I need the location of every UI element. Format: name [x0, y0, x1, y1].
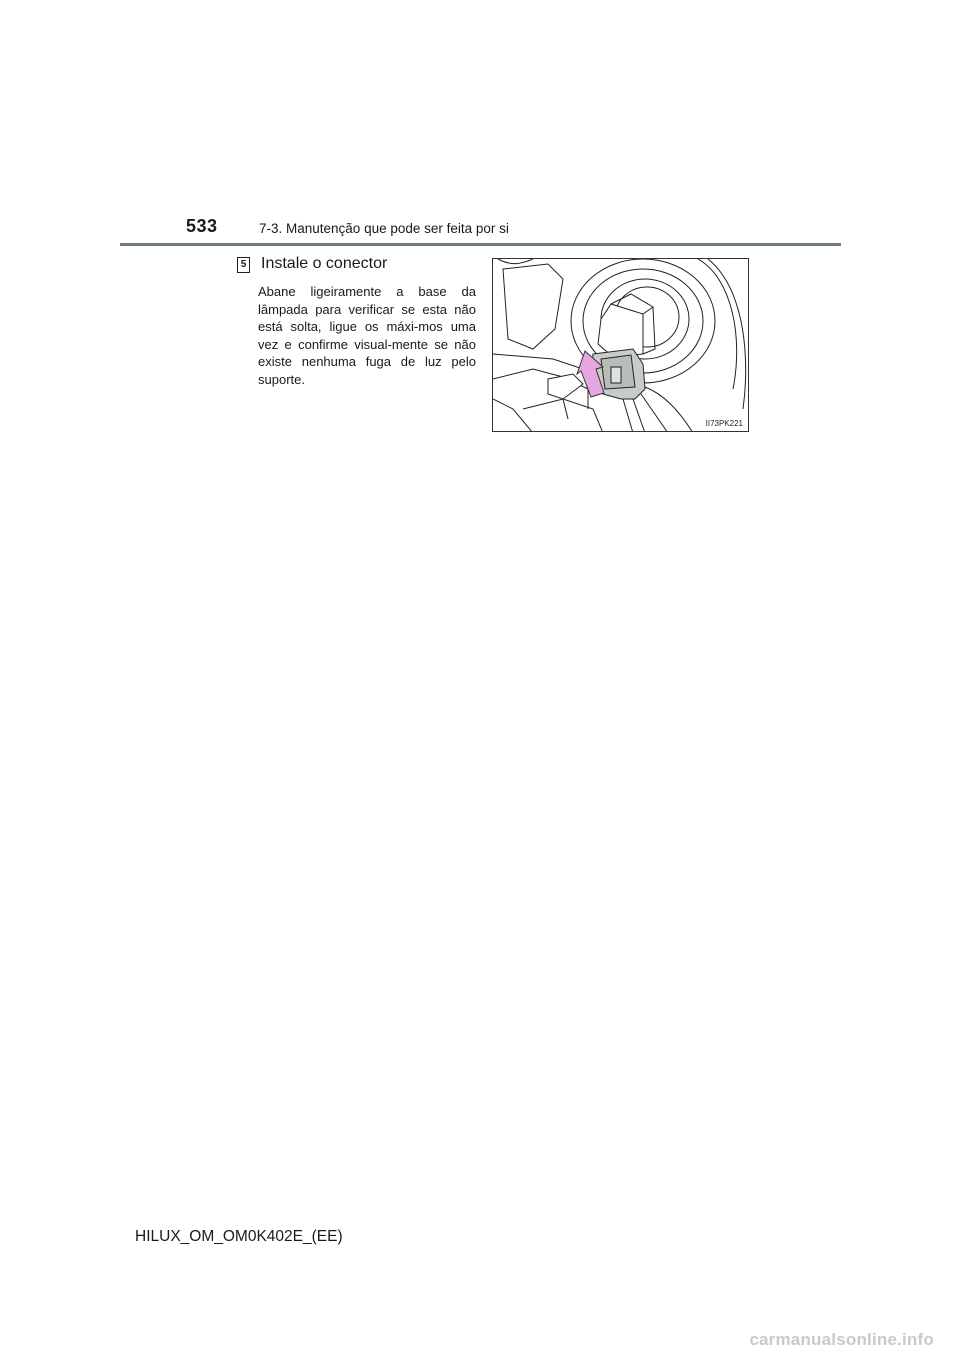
page-number: 533 [186, 216, 218, 236]
step-heading: Instale o conector [261, 255, 388, 272]
footer-doc-code: HILUX_OM_OM0K402E_(EE) [135, 1228, 343, 1245]
figure-code: II73PK221 [705, 419, 743, 428]
section-title: 7-3. Manutenção que pode ser feita por si [259, 221, 509, 236]
connector-install-illustration-icon [493, 259, 749, 432]
watermark: carmanualsonline.info [749, 1330, 934, 1349]
step-number-badge: 5 [237, 257, 250, 273]
step-body: Abane ligeiramente a base da lâmpada para verificar se esta não está solta, ligue os máxi-mos uma vez e confirme visual-mente se não existe nenhuma fuga de luz pelo suporte. [258, 284, 476, 387]
header-rule [120, 243, 841, 246]
connector-illustration [492, 258, 749, 432]
